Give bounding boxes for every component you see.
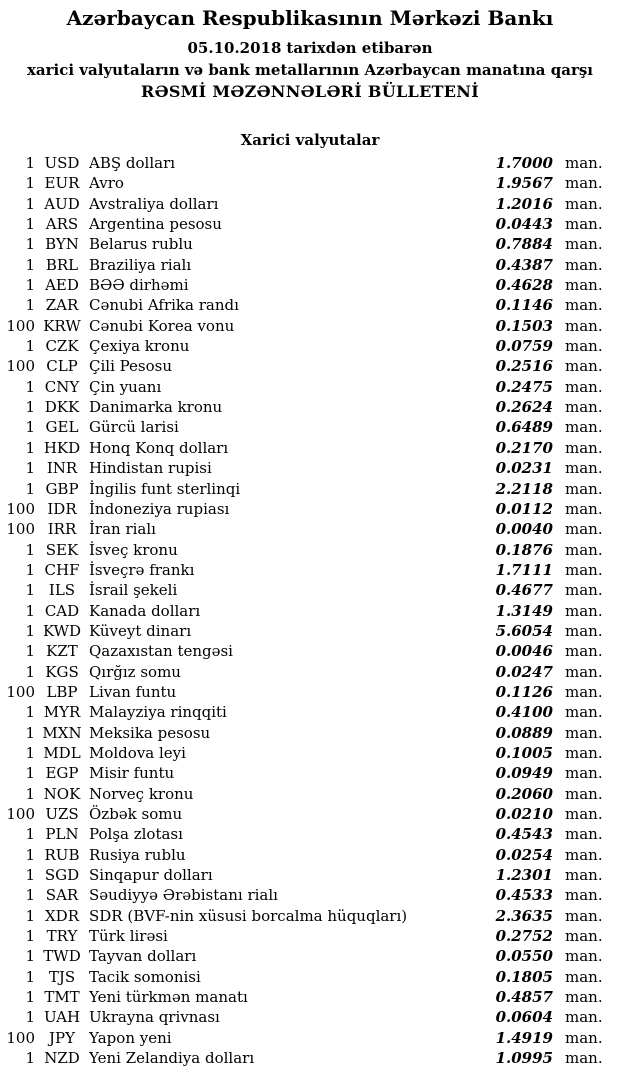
currency-quantity: 1 [25,398,35,417]
currency-unit: man. [565,337,603,356]
currency-quantity: 1 [25,886,35,905]
currency-code: BRL [45,255,79,274]
effective-date-line [0,38,620,58]
currency-quantity: 1 [25,723,35,742]
currency-unit: man. [565,825,603,844]
currency-name: Avro [89,174,124,193]
currency-name: Argentina pesosu [89,215,222,234]
currency-code: TMT [44,988,80,1007]
currency-code: AED [45,276,79,295]
currency-unit: man. [565,296,603,315]
currency-name: Qırğız somu [89,662,181,681]
currency-rate: 0.0759 [495,337,553,356]
currency-name: İsrail şekeli [89,581,178,600]
currency-rate: 0.1805 [495,967,553,986]
currency-name: Küveyt dinarı [89,621,192,640]
rate-row [0,397,620,417]
currency-rate: 1.2301 [495,866,553,885]
currency-quantity: 1 [25,927,35,946]
currency-unit: man. [565,357,603,376]
currency-code: JPY [48,1028,75,1047]
currency-name: Avstraliya dolları [89,194,219,213]
currency-unit: man. [565,499,603,518]
currency-quantity: 100 [6,357,35,376]
currency-code: KWD [42,621,82,640]
currency-rate: 1.4919 [495,1028,553,1047]
currency-name: Ukrayna qrivnası [89,1008,220,1027]
currency-unit: man. [565,438,603,457]
rate-row [0,295,620,315]
currency-rate: 0.0231 [495,459,553,478]
currency-quantity: 1 [25,703,35,722]
rate-row [0,784,620,804]
currency-rate: 0.7884 [495,235,553,254]
currency-name: Livan funtu [89,682,177,701]
currency-quantity: 1 [25,642,35,661]
currency-quantity: 1 [25,601,35,620]
currency-quantity: 1 [25,235,35,254]
currency-name: İngilis funt sterlinqi [89,479,241,498]
rate-row [0,743,620,763]
currency-name: İran rialı [89,520,156,539]
rate-row [0,946,620,966]
currency-unit: man. [565,886,603,905]
currency-code: KZT [46,642,78,661]
currency-unit: man. [565,174,603,193]
currency-unit: man. [565,398,603,417]
currency-unit: man. [565,866,603,885]
currency-unit: man. [565,805,603,823]
currency-unit: man. [565,764,603,783]
currency-quantity: 1 [25,743,35,762]
currency-unit: man. [565,601,603,620]
currency-name: Çili Pesosu [89,357,173,376]
currency-quantity: 1 [25,967,35,986]
currency-quantity: 1 [25,337,35,356]
currency-code: KGS [45,662,79,681]
rate-row [0,845,620,865]
rates-table [0,153,620,1068]
currency-name: Belarus rublu [89,235,193,254]
currency-unit: man. [565,703,603,722]
currency-quantity: 1 [25,662,35,681]
currency-quantity: 1 [25,540,35,559]
rate-row [0,824,620,844]
currency-code: TRY [46,927,78,946]
rate-row [0,499,620,519]
currency-name: Honq Konq dolları [89,438,229,457]
currency-code: CZK [45,337,79,356]
currency-rate: 0.0443 [495,215,553,234]
currency-rate: 0.0550 [495,947,553,966]
rate-row [0,214,620,234]
rate-row [0,173,620,193]
currency-quantity: 1 [25,621,35,640]
currency-quantity: 1 [25,1008,35,1027]
currency-code: MDL [43,743,81,762]
currency-code: CLP [46,357,78,376]
currency-name: Gürcü larisi [89,418,179,437]
currency-code: USD [44,154,80,172]
currency-code: LBP [46,682,78,701]
currency-code: CAD [44,601,80,620]
currency-name: Səudiyyə Ərəbistanı rialı [89,886,278,905]
currency-code: SEK [45,540,79,559]
currency-unit: man. [565,560,603,579]
currency-rate: 0.0604 [495,1008,553,1027]
currency-rate: 0.1503 [495,316,553,335]
currency-code: AUD [44,194,80,213]
currency-rate: 0.0949 [495,764,553,783]
currency-code: MXN [42,723,82,742]
section-title-foreign-currencies: Xarici valyutalar [240,131,380,149]
currency-name: Braziliya rialı [89,255,192,274]
rate-row [0,723,620,743]
currency-rate: 1.2016 [495,194,553,213]
currency-unit: man. [565,947,603,966]
currency-quantity: 100 [6,520,35,539]
currency-quantity: 1 [25,215,35,234]
currency-code: KRW [43,316,81,335]
rate-row [0,1028,620,1048]
currency-code: IDR [47,499,77,518]
currency-code: CNY [44,377,80,396]
currency-rate: 0.4857 [495,988,553,1007]
currency-unit: man. [565,479,603,498]
currency-unit: man. [565,1008,603,1027]
rate-row [0,1048,620,1068]
rate-row [0,234,620,254]
currency-rate: 2.3635 [495,906,553,925]
currency-quantity: 1 [25,866,35,885]
currency-quantity: 100 [6,316,35,335]
currency-rate: 1.7111 [495,560,553,579]
currency-name: Misir funtu [89,764,175,783]
currency-unit: man. [565,682,603,701]
currency-code: PLN [45,825,79,844]
currency-unit: man. [565,1049,603,1068]
rate-row [0,967,620,987]
rate-row [0,662,620,682]
currency-quantity: 1 [25,764,35,783]
currency-rate: 0.1876 [495,540,553,559]
rate-row [0,906,620,926]
currency-quantity: 100 [6,1028,35,1047]
currency-unit: man. [565,1028,603,1047]
currency-code: BYN [45,235,79,254]
currency-unit: man. [565,194,603,213]
currency-name: Yapon yeni [89,1028,172,1047]
rate-row [0,865,620,885]
currency-quantity: 1 [25,947,35,966]
currency-code: GBP [45,479,79,498]
rate-row [0,601,620,621]
currency-unit: man. [565,154,603,172]
rate-row [0,682,620,702]
currency-code: UZS [45,805,79,823]
currency-name: Çin yuanı [89,377,162,396]
currency-unit: man. [565,377,603,396]
currency-name: Kanada dolları [89,601,201,620]
currency-name: İsveçrə frankı [89,560,195,579]
currency-name: Türk lirəsi [89,927,168,946]
currency-code: ARS [45,215,79,234]
rate-row [0,255,620,275]
bulletin-title: RƏSMİ MƏZƏNNƏLƏRİ BÜLLETENİ [140,82,480,101]
currency-unit: man. [565,988,603,1007]
currency-name: Yeni türkmən manatı [89,988,248,1007]
currency-unit: man. [565,540,603,559]
currency-name: Hindistan rupisi [89,459,212,478]
currency-code: SGD [44,866,80,885]
currency-name: Danimarka kronu [89,398,223,417]
rate-row [0,885,620,905]
currency-name: Polşa zlotası [89,825,183,844]
rate-row [0,438,620,458]
currency-code: GEL [45,418,79,437]
currency-name: Malayziya rinqqiti [89,703,227,722]
currency-quantity: 1 [25,825,35,844]
rate-row [0,1007,620,1027]
currency-rate: 0.4387 [495,255,553,274]
currency-rate: 0.2060 [495,784,553,803]
currency-name: ABŞ dolları [89,154,176,172]
rate-row [0,987,620,1007]
rate-row [0,621,620,641]
currency-quantity: 1 [25,418,35,437]
currency-quantity: 1 [25,194,35,213]
currency-code: CHF [44,560,80,579]
currency-unit: man. [565,784,603,803]
currency-quantity: 1 [25,906,35,925]
currency-code: HKD [43,438,81,457]
rate-row [0,763,620,783]
currency-rate: 1.0995 [495,1049,553,1068]
currency-quantity: 100 [6,499,35,518]
currency-rate: 0.6489 [495,418,553,437]
currency-unit: man. [565,276,603,295]
currency-rate: 0.0254 [495,845,553,864]
currency-quantity: 1 [25,154,35,172]
currency-code: NOK [43,784,81,803]
currency-rate: 0.2516 [495,357,553,376]
currency-code: TWD [43,947,81,966]
currency-code: IRR [47,520,77,539]
rate-row [0,153,620,173]
rate-row [0,336,620,356]
rate-row [0,479,620,499]
rate-row [0,316,620,336]
currency-code: INR [46,459,78,478]
currency-code: RUB [44,845,80,864]
currency-quantity: 1 [25,581,35,600]
currency-rate: 0.1005 [495,743,553,762]
rate-row [0,194,620,214]
currency-rate: 0.0046 [495,642,553,661]
currency-quantity: 1 [25,479,35,498]
currency-unit: man. [565,642,603,661]
currency-quantity: 1 [25,438,35,457]
currency-unit: man. [565,459,603,478]
currency-name: Rusiya rublu [89,845,186,864]
currency-name: Özbək somu [89,805,183,823]
currency-rate: 2.2118 [495,479,553,498]
currency-rate: 0.4543 [495,825,553,844]
currency-unit: man. [565,520,603,539]
currency-unit: man. [565,723,603,742]
currency-unit: man. [565,621,603,640]
currency-quantity: 1 [25,845,35,864]
currency-rate: 0.2752 [495,927,553,946]
currency-unit: man. [565,581,603,600]
currency-name: Cənubi Korea vonu [89,316,235,335]
rate-row [0,458,620,478]
currency-code: DKK [44,398,80,417]
currency-quantity: 1 [25,255,35,274]
effective-date: 05.10.2018 [187,39,282,57]
currency-name: Tayvan dolları [89,947,197,966]
currency-name: Tacik somonisi [89,967,201,986]
currency-quantity: 1 [25,459,35,478]
currency-rate: 1.3149 [495,601,553,620]
currency-name: Yeni Zelandiya dolları [89,1049,255,1068]
currency-unit: man. [565,743,603,762]
bulletin-subtitle: xarici valyutaların və bank metallarının Azərbaycan manatına qarşı [26,61,594,79]
rate-row [0,356,620,376]
currency-unit: man. [565,662,603,681]
currency-code: EUR [44,174,80,193]
currency-rate: 0.4677 [495,581,553,600]
currency-rate: 0.0040 [495,520,553,539]
currency-unit: man. [565,845,603,864]
currency-rate: 0.0112 [495,499,553,518]
bank-title: Azərbaycan Respublikasının Mərkəzi Bankı [66,6,554,30]
currency-quantity: 1 [25,174,35,193]
currency-rate: 0.4533 [495,886,553,905]
currency-unit: man. [565,316,603,335]
currency-rate: 1.7000 [495,154,553,172]
currency-quantity: 100 [6,805,35,823]
currency-name: Sinqapur dolları [89,866,213,885]
currency-name: Çexiya kronu [89,337,190,356]
rate-row [0,417,620,437]
currency-code: ILS [48,581,76,600]
currency-quantity: 1 [25,988,35,1007]
currency-rate: 0.0889 [495,723,553,742]
currency-code: XDR [45,906,79,925]
rate-row [0,804,620,824]
rate-row [0,275,620,295]
currency-unit: man. [565,967,603,986]
currency-code: TJS [48,967,76,986]
currency-rate: 1.9567 [495,174,553,193]
rate-row [0,377,620,397]
currency-name: İsveç kronu [89,540,178,559]
currency-code: ZAR [45,296,79,315]
currency-quantity: 1 [25,276,35,295]
currency-name: İndoneziya rupiası [89,499,230,518]
currency-rate: 0.0210 [495,805,553,823]
currency-code: UAH [43,1008,81,1027]
currency-quantity: 1 [25,784,35,803]
rate-row [0,519,620,539]
currency-quantity: 1 [25,1049,35,1068]
currency-name: Norveç kronu [89,784,194,803]
currency-rate: 0.2170 [495,438,553,457]
currency-unit: man. [565,906,603,925]
currency-name: Moldova leyi [89,743,186,762]
currency-quantity: 100 [6,682,35,701]
rate-row [0,926,620,946]
currency-code: EGP [45,764,79,783]
rate-row [0,540,620,560]
rate-row [0,560,620,580]
currency-code: SAR [45,886,79,905]
rate-row [0,580,620,600]
currency-rate: 0.4628 [495,276,553,295]
currency-rate: 5.6054 [495,621,553,640]
currency-name: Meksika pesosu [89,723,211,742]
currency-code: MYR [43,703,81,722]
currency-rate: 0.0247 [495,662,553,681]
currency-name: SDR (BVF-nin xüsusi borcalma hüquqları) [89,906,408,925]
currency-code: NZD [44,1049,80,1068]
currency-rate: 0.1126 [495,682,553,701]
currency-quantity: 1 [25,377,35,396]
currency-unit: man. [565,418,603,437]
currency-rate: 0.1146 [495,296,553,315]
effective-date-suffix: tarixdən etibarən [286,39,433,57]
rate-row [0,702,620,722]
currency-name: BƏƏ dirhəmi [89,276,189,295]
currency-unit: man. [565,927,603,946]
currency-name: Cənubi Afrika randı [89,296,239,315]
currency-unit: man. [565,215,603,234]
rate-row [0,641,620,661]
currency-unit: man. [565,255,603,274]
currency-quantity: 1 [25,296,35,315]
currency-name: Qazaxıstan tengəsi [89,642,233,661]
currency-rate: 0.4100 [495,703,553,722]
currency-rate: 0.2624 [495,398,553,417]
currency-quantity: 1 [25,560,35,579]
currency-rate: 0.2475 [495,377,553,396]
currency-unit: man. [565,235,603,254]
